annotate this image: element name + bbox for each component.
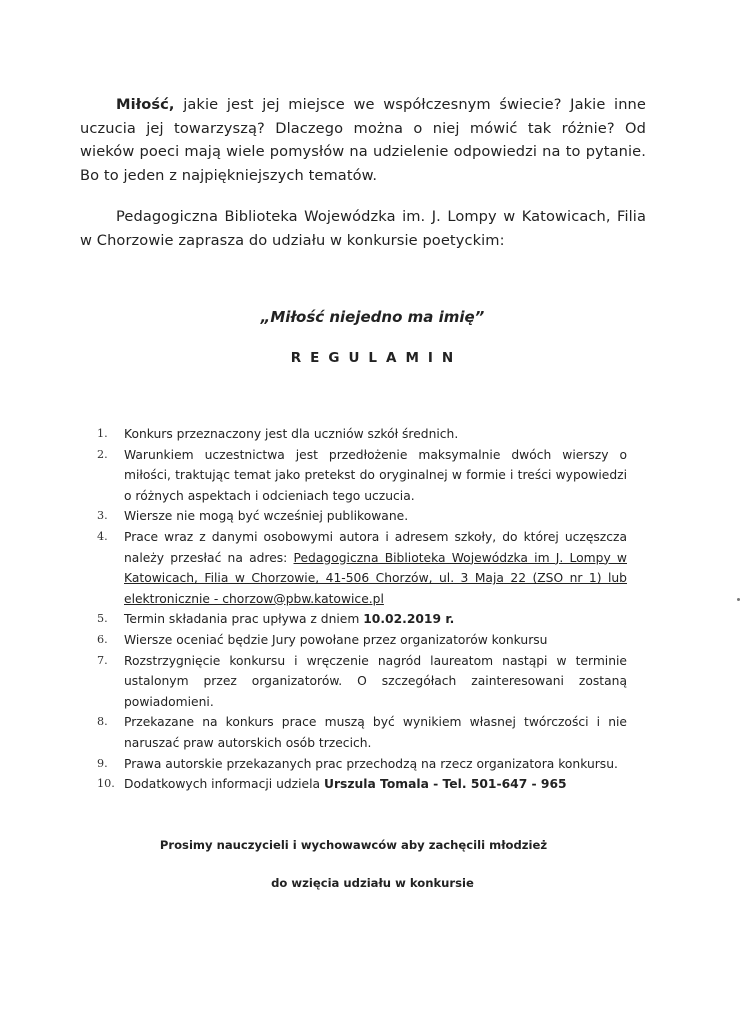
intro-paragraph-1-text: jakie jest jej miejsce we współczesnym świecie? Jakie inne uczucia jej towarzyszą? Dlaczego można o niej mówić tak różnie? Od wieków poeci mają wiele pomysłów na udzielenie odpowiedzi na to pytanie. Bo to jeden z najpiękniejszych tematów. [80, 96, 646, 184]
intro-paragraph-2: Pedagogiczna Biblioteka Wojewódzka im. J. Lompy w Katowicach, Filia w Chorzowie zaprasza do udziału w konkursie poetyckim: [80, 208, 646, 249]
rule-number: 4. [97, 529, 108, 543]
rule-item [97, 651, 627, 713]
rule-number: 2. [97, 447, 108, 461]
rule-text: Termin składania prac upływa z dniem [124, 612, 364, 627]
intro-bold-word: Miłość, [116, 96, 175, 113]
deadline-date: 10.02.2019 r. [363, 612, 455, 627]
rule-text: Konkurs przeznaczony jest dla uczniów szkół średnich. [124, 427, 459, 441]
rule-item [97, 609, 627, 630]
rule-number: 3. [97, 509, 108, 523]
rule-number: 7. [97, 653, 108, 667]
closing-line-2: do wzięcia udziału w konkursie [271, 876, 474, 890]
rules-list [97, 424, 627, 795]
rule-number: 5. [97, 612, 108, 626]
rule-item [97, 424, 627, 445]
rule-number: 1. [97, 427, 108, 440]
rule-item [97, 445, 627, 507]
rule-number: 8. [97, 715, 108, 729]
closing-line-1: Prosimy nauczycieli i wychowawców aby zachęcili młodzież [159, 838, 548, 852]
rule-text: Wiersze nie mogą być wcześniej publikowane. [124, 509, 409, 524]
rule-text: Dodatkowych informacji udziela [124, 777, 324, 792]
contest-title: „Miłość niejedno ma imię” [260, 308, 485, 326]
regulamin-heading: REGULAMIN [290, 350, 463, 366]
rule-number: 6. [97, 632, 108, 646]
rule-number: 9. [97, 756, 108, 770]
rule-text: Prawa autorskie przekazanych prac przechodzą na rzecz organizatora konkursu. [124, 756, 618, 771]
rule-text: Wiersze oceniać będzie Jury powołane przez organizatorów konkursu [124, 632, 548, 647]
rule-item [97, 630, 627, 651]
rule-item [97, 712, 627, 753]
rule-text: Warunkiem uczestnictwa jest przedłożenie maksymalnie dwóch wierszy o miłości, traktując temat jako pretekst do oryginalnej w formie i treści wypowiedzi o różnych aspektach i odcieniach tego uczucia. [124, 447, 627, 503]
rule-text: Rozstrzygnięcie konkursu i wręczenie nagród laureatom nastąpi w terminie ustalonym przez organizatorów. O szczegółach zainteresowani zostaną powiadomieni. [124, 653, 627, 709]
intro-paragraph-1 [80, 93, 646, 187]
rule-number: 10. [97, 777, 115, 791]
contact-info: Urszula Tomala - Tel. 501-647 - 965 [323, 777, 567, 792]
scan-speck [737, 598, 740, 601]
rule-item [97, 506, 627, 527]
submission-address: Pedagogiczna Biblioteka Wojewódzka im J. Lompy w Katowicach, Filia w Chorzowie, 41-506 Chorzów, ul. 3 Maja 22 (ZSO nr 1) lub elektronicznie - chorzow@pbw.katowice.pl [124, 550, 627, 606]
rule-item [97, 774, 627, 795]
rule-text: Prace wraz z danymi osobowymi autora i adresem szkoły, do której uczęszcza należy przesłać na adres: [124, 529, 627, 565]
rule-item [97, 527, 627, 609]
rule-item [97, 754, 627, 775]
rule-text: Przekazane na konkurs prace muszą być wynikiem własnej twórczości i nie naruszać praw autorskich osób trzecich. [124, 715, 627, 750]
